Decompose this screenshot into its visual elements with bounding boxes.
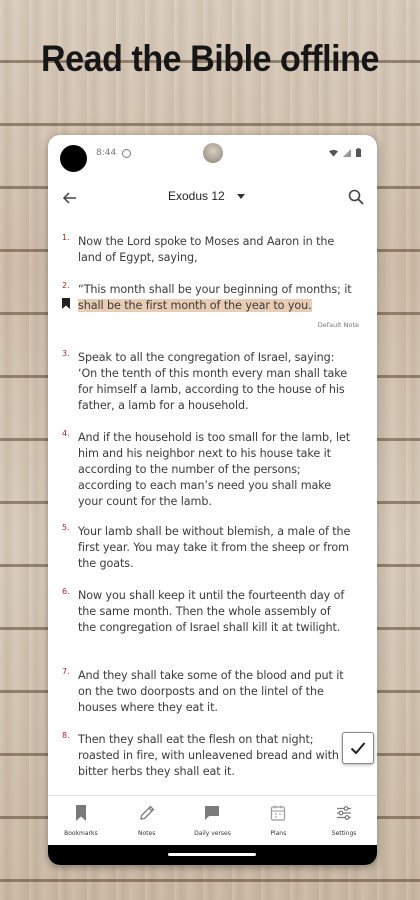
verse-text: Now you shall keep it until the fourteenth day of the same month. Then the whole assembly of the congregation of Israel shall kill it at twilight.: [78, 589, 345, 634]
camera-cutout: [60, 145, 87, 172]
signal-icon: [343, 149, 351, 157]
nav-label: Bookmarks: [64, 830, 98, 837]
verse-text: [78, 282, 352, 314]
nav-label: Settings: [331, 830, 357, 837]
nav-label: Notes: [138, 830, 156, 837]
verse-text: Then they shall eat the flesh on that night; roasted in fire, with unleavened bread and with bitter herbs they shall eat it.: [78, 733, 339, 778]
back-arrow-icon[interactable]: [60, 188, 80, 208]
promo-headline: Read the Bible offline: [41, 38, 379, 79]
verse-number: 2.: [62, 281, 70, 290]
nav-label: Plans: [270, 830, 287, 837]
verse-number: 6.: [62, 587, 70, 596]
nav-bookmarks[interactable]: [48, 796, 114, 845]
chevron-down-icon: [237, 194, 245, 199]
search-icon[interactable]: [347, 188, 365, 206]
note-label[interactable]: Default Note: [317, 321, 359, 329]
front-camera: [203, 143, 223, 163]
nav-label: Daily verses: [194, 830, 231, 837]
verse-number: 3.: [62, 349, 70, 358]
verse-text-highlight: shall be the first month of the year to you.: [78, 299, 312, 312]
gesture-bar: [48, 845, 377, 865]
wifi-icon: [329, 149, 338, 157]
notification-icon: [122, 149, 131, 158]
verse-text: Your lamb shall be without blemish, a male of the first year. You may take it from the sheep or from the goats.: [78, 525, 351, 570]
system-icons: [329, 148, 361, 160]
chat-icon: [203, 804, 221, 822]
nav-plans[interactable]: [245, 796, 311, 845]
verse-number: 7.: [62, 667, 70, 676]
chapter-title: Exodus 12: [168, 189, 225, 203]
sliders-icon: [335, 804, 353, 822]
chapter-selector[interactable]: [168, 189, 245, 203]
verse-text: And they shall take some of the blood and put it on the two doorposts and on the lintel of the houses where they eat it.: [78, 669, 344, 714]
pencil-icon: [138, 804, 156, 822]
phone-screen: [48, 135, 377, 865]
verse-number: 8.: [62, 731, 70, 740]
home-indicator[interactable]: [168, 853, 256, 856]
verse-text: And if the household is too small for the lamb, let him and his neighbor next to his house take it according to the number of the persons; according to each man’s need you shall make your count for the lamb.: [78, 431, 351, 508]
status-time: 8:44: [96, 148, 117, 158]
verse-text: Speak to all the congregation of Israel, saying: ‘On the tenth of this month every man shall take for himself a lamb, according to the house of his father, a lamb for a household.: [78, 351, 348, 412]
bookmark-icon: [62, 298, 70, 309]
verse-text-plain: “This month shall be your beginning of months; it: [78, 283, 352, 296]
nav-daily-verses[interactable]: [180, 796, 246, 845]
bookmark-icon: [72, 804, 90, 822]
verse-number: 1.: [62, 233, 70, 242]
verse-number: 5.: [62, 523, 70, 532]
status-bar: [48, 135, 377, 175]
calendar-icon: [269, 804, 287, 822]
chapter-content[interactable]: [48, 225, 377, 795]
nav-settings[interactable]: [311, 796, 377, 845]
nav-notes[interactable]: [114, 796, 180, 845]
battery-icon: [356, 148, 361, 157]
verse-number: 4.: [62, 429, 70, 438]
verse-text: Now the Lord spoke to Moses and Aaron in the land of Egypt, saying,: [78, 235, 335, 264]
mark-read-button[interactable]: [342, 732, 374, 764]
checkmark-icon: [350, 741, 366, 755]
bottom-navigation: [48, 795, 377, 845]
app-bar: [48, 175, 377, 221]
